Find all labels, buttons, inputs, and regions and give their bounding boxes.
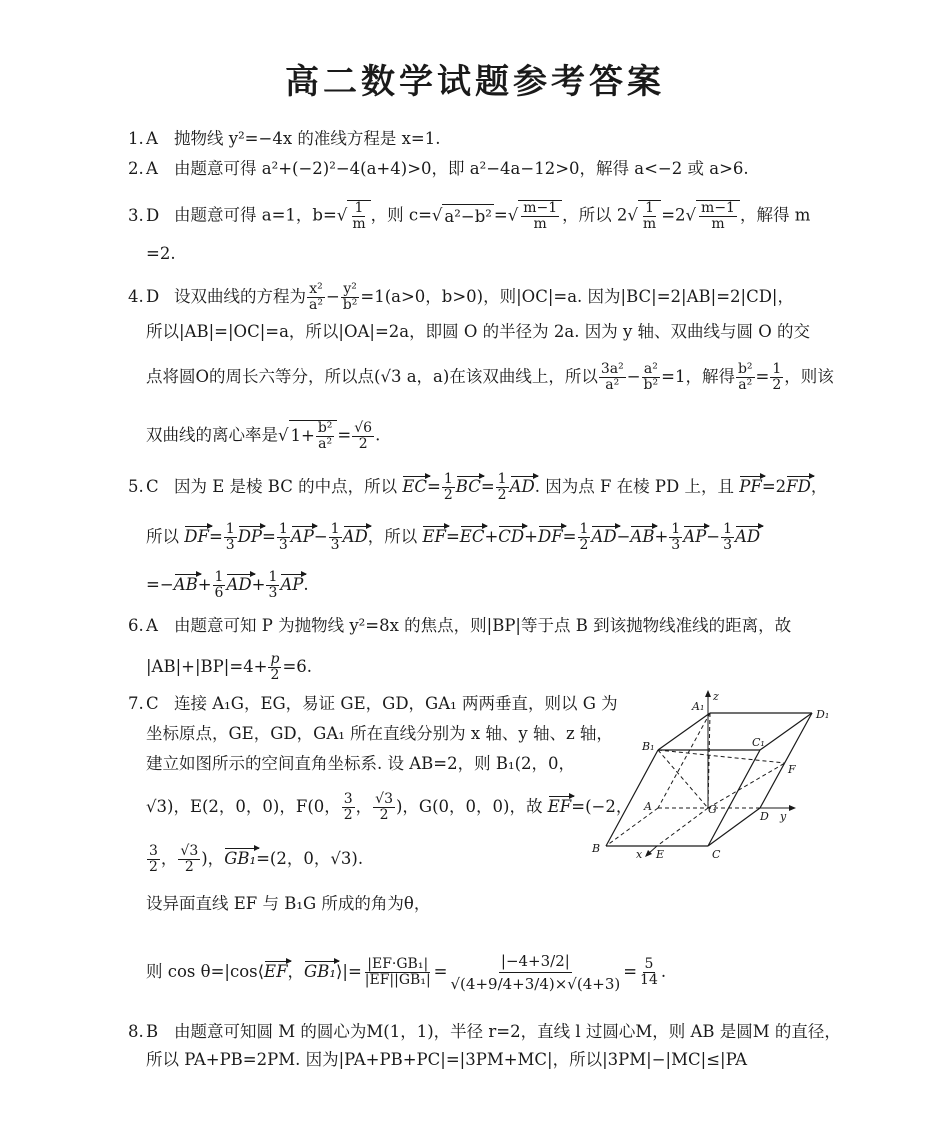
question-number: 5. (128, 477, 144, 496)
vector: AD (591, 525, 616, 549)
numerator: a² (643, 361, 658, 377)
answer-text: 点将圆O的周长六等分，所以点(√3 a，a)在该双曲线上，所以 (146, 367, 598, 386)
answer-text: ，解得 m (739, 205, 811, 225)
edge-c1d1 (760, 713, 812, 750)
page-title: 高二数学试题参考答案 (285, 62, 665, 102)
vector: EC (402, 475, 427, 499)
denominator: 2 (579, 537, 589, 553)
numerator: √6 (354, 419, 373, 436)
answer-text: 由题意可知 P 为抛物线 y²=8x 的焦点，则|BP|等于点 B 到该抛物线准线的距离，故 (174, 616, 792, 635)
label-a1: A₁ (692, 700, 705, 713)
label-g: G (708, 803, 717, 816)
answer-text: ，则 c= (370, 205, 432, 225)
answer-text: ， (160, 849, 178, 868)
answer-text: ，则该 (784, 367, 834, 386)
numerator: p (270, 651, 280, 667)
answer-text: = (493, 205, 508, 225)
vector: DF (184, 525, 209, 549)
answer-text: ， (287, 962, 305, 981)
answer-text: |AB|+|BP|=4+ (146, 657, 268, 676)
denominator: a² (318, 436, 333, 452)
answer-8-line-2: 所以 PA+PB=2PM. 因为|PA+PB+PC|=|3PM+MC|，所以|3PM|−|MC|≤|PA (146, 1050, 748, 1069)
denominator: 14 (640, 972, 658, 988)
denominator: m (711, 216, 725, 232)
numerator: 1 (443, 471, 453, 487)
denominator: √(4+9/4+3/4)×√(4+3) (450, 975, 621, 993)
answer-text: ，所以 (367, 527, 418, 546)
answer-text: =(−2， (571, 797, 633, 816)
numerator: b² (317, 420, 333, 436)
answer-text: . (375, 425, 381, 445)
denominator: 2 (184, 859, 194, 875)
numerator: 3a² (600, 361, 624, 377)
numerator: 1 (268, 569, 278, 585)
answer-text: =1，解得 (661, 367, 735, 386)
y-axis-arrow (789, 805, 796, 811)
denominator: 2 (358, 435, 368, 452)
answer-text: )，G(0，0，0)，故 (396, 797, 543, 816)
answer-text: 因为 E 是棱 BC 的中点，所以 (174, 477, 398, 496)
answer-text: 所以 (146, 527, 179, 546)
numerator: 5 (644, 956, 654, 972)
segment-ge (657, 808, 708, 846)
denominator: 2 (379, 807, 389, 823)
vector: EF (422, 525, 446, 549)
answer-letter: D (146, 287, 160, 306)
numerator: 3 (343, 791, 353, 807)
answer-text: ⟩|= (335, 962, 362, 981)
segment-b1g (658, 750, 708, 808)
answer-letter: C (146, 477, 159, 496)
numerator: y² (343, 281, 357, 297)
answer-7-line-3: 建立如图所示的空间直角坐标系. 设 AB=2，则 B₁(2，0， (146, 754, 576, 773)
answer-text: = (433, 962, 448, 981)
denominator: 2 (497, 487, 507, 503)
vector: AD (226, 573, 251, 597)
denominator: 2 (443, 487, 453, 503)
vector: EF (264, 960, 288, 984)
answer-text: =(2，0，√3). (256, 849, 364, 868)
answer-text: 连接 A₁G，EG，易证 GE，GD，GA₁ 两两垂直，则以 G 为 (174, 694, 618, 713)
edge-ab-hidden (606, 808, 658, 846)
answer-7-line-7: 则 cos θ=|cos⟨EF，GB₁⟩|= $\frac{\text{|EF·GB₁|}}{\text{|EF||GB₁|}}$ = $\frac{|-4+3/2|}{√(4+9/4+3/4)\times√(4+3)}$ = $\frac{5}{14}$ . (146, 952, 667, 993)
answer-5: 5. C 因为 E 是棱 BC 的中点，所以 EC= $\frac{1}{2}$ BC= $\frac{1}{2}$ AD. 因为点 F 在棱 PD 上，且 PF=2FD， (128, 471, 828, 503)
vector: DP (238, 525, 262, 549)
radicand: a²−b² (442, 204, 493, 229)
numerator: |EF·GB₁| (367, 956, 429, 972)
answer-4-line-3: 点将圆O的周长六等分，所以点(√3 a，a)在该双曲线上，所以 $\frac{\text{3a²}}{\text{a²}}$ − $\frac{\text{a²}}{\text{b²}}$ =1，解得 $\frac{\text{b²}}{\text{a²}}$ = $\frac{1}{2}$ ，则该 (146, 361, 834, 393)
label-d: D (760, 810, 769, 823)
answer-5-line-3: =−AB+ $\frac{1}{6}$ AD+ $\frac{1}{3}$ AP. (146, 569, 309, 601)
label-y: y (780, 810, 787, 823)
numerator: 1 (225, 521, 235, 537)
numerator: 1 (214, 569, 224, 585)
answer-7-line-6: 设异面直线 EF 与 B₁G 所成的角为θ， (146, 894, 431, 913)
denominator: 2 (772, 377, 782, 393)
question-number: 2. (128, 159, 144, 178)
label-f: F (788, 763, 796, 776)
numerator: b² (737, 361, 753, 377)
radicand: 1+ (290, 426, 315, 445)
denominator: 6 (214, 585, 224, 601)
denominator: 3 (225, 537, 235, 553)
answer-text: 则 cos θ=|cos⟨ (146, 962, 265, 981)
edge-a1b1 (658, 713, 710, 750)
numerator: 1 (330, 521, 340, 537)
denominator: b² (643, 377, 659, 393)
vector: AP (291, 525, 314, 549)
answer-text: =6. (282, 657, 313, 676)
answer-7-line-5 (146, 844, 363, 875)
answer-3-continued: =2. (146, 244, 176, 263)
vector: AD (735, 525, 760, 549)
answer-7-line-2: 坐标原点，GE，GD，GA₁ 所在直线分别为 x 轴、y 轴、z 轴， (146, 724, 613, 743)
vector: EF (548, 795, 572, 819)
vector: DF (538, 525, 563, 549)
denominator: 3 (330, 537, 340, 553)
denominator: a² (605, 377, 620, 393)
answer-text: √3)，E(2，0，0)，F (146, 797, 308, 816)
label-a: A (644, 800, 652, 813)
denominator: 2 (270, 667, 280, 683)
numerator: m−1 (701, 200, 735, 216)
label-c1: C₁ (752, 736, 765, 749)
answer-text: ，所以 2 (562, 205, 628, 225)
answer-text: 设双曲线的方程为 (174, 287, 306, 306)
answer-text: )， (201, 849, 225, 868)
parallelepiped-figure (580, 688, 840, 868)
label-e: E (656, 848, 665, 861)
numerator: 1 (671, 521, 681, 537)
vector: AD (510, 475, 535, 499)
numerator: x² (309, 281, 323, 297)
edge-b1b (606, 750, 658, 846)
answer-7 (128, 692, 618, 716)
vector: PF (739, 475, 762, 499)
answer-text: 因为点 F 在棱 PD 上，且 (545, 477, 734, 496)
answer-3: 3. D 由题意可得 a=1，b=√ $\frac{1}{m}$ ，则 c=√ a²−b² =√ $\frac{m-1}{m}$ ，所以 2√ $\frac{1}{m}$ =2√ $\frac{m-1}{m}$ ，解得 m (128, 200, 811, 232)
answer-text: . (660, 962, 667, 981)
numerator: 1 (579, 521, 589, 537)
answer-text: 由题意可得 a=1，b= (174, 205, 337, 225)
segment-b1f (658, 750, 785, 763)
answer-letter: B (146, 1022, 159, 1041)
answer-letter: C (146, 694, 159, 713)
vector: FD (786, 475, 811, 499)
denominator: m (533, 216, 547, 232)
segment-gf (708, 763, 785, 808)
denominator: 3 (278, 537, 288, 553)
answer-text: =1(a>0，b>0)，则|OC|=a. 因为|BC|=2|AB|=2|CD|， (360, 287, 794, 306)
answer-letter: D (146, 205, 160, 225)
numerator: √3 (375, 791, 393, 807)
label-b: B (592, 842, 601, 855)
answer-6 (128, 614, 791, 638)
answer-text: 双曲线的离心率是 (146, 425, 278, 445)
answer-text: 由题意可得 a²+(−2)²−4(a+4)>0，即 a²−4a−12>0，解得 a<−2 或 a>6. (174, 159, 749, 178)
answer-1 (128, 127, 441, 151)
numerator: 1 (645, 200, 655, 216)
answer-text: =2 (661, 205, 686, 225)
denominator: 2 (343, 807, 353, 823)
answer-text: (0， (307, 797, 341, 816)
numerator: 1 (723, 521, 732, 537)
question-number: 1. (128, 129, 144, 148)
vector: BC (456, 475, 481, 499)
edge-c1c (708, 750, 760, 846)
answer-letter: A (146, 129, 158, 148)
question-number: 4. (128, 287, 144, 306)
denominator: 2 (149, 859, 158, 875)
numerator: |−4+3/2| (499, 950, 572, 973)
denominator: a² (738, 377, 753, 393)
denominator: a² (309, 297, 323, 313)
numerator: m−1 (523, 200, 558, 216)
answer-4: 4. D 设双曲线的方程为 $\frac{\text{x²}}{\text{a²}}$ − $\frac{\text{y²}}{\text{b²}}$ =1(a>0，b>0)，则|OC|=a. 因为|BC|=2|AB|=2|CD|， (128, 281, 794, 313)
answer-text: 抛物线 y²=−4x 的准线方程是 x=1. (174, 129, 441, 148)
denominator: 3 (671, 537, 681, 553)
edge-a1a-hidden (658, 713, 710, 808)
vector: GB₁ (224, 847, 256, 871)
numerator: 3 (149, 843, 158, 859)
question-number: 6. (128, 616, 144, 635)
label-b1: B₁ (642, 740, 655, 753)
vector: AP (683, 525, 706, 549)
vector: AD (343, 525, 368, 549)
answer-4-line-2: 所以|AB|=|OC|=a，所以|OA|=2a，即圆 O 的半径为 2a. 因为 y 轴、双曲线与圆 O 的交 (146, 322, 811, 341)
answer-text: ， (355, 797, 373, 816)
answer-4-line-4: 双曲线的离心率是√ 1+ $\frac{\text{b²}}{\text{a²}}$ = $\frac{√6}{2}$ . (146, 419, 381, 452)
numerator: 1 (354, 200, 364, 216)
answer-letter: A (146, 159, 158, 178)
numerator: 1 (497, 471, 507, 487)
vector: GB₁ (304, 960, 336, 984)
vector: CD (498, 525, 524, 549)
answer-text: 由题意可知圆 M 的圆心为M(1，1)，半径 r=2，直线 l 过圆心M，则 AB 是圆M 的直径， (174, 1022, 841, 1041)
label-z: z (713, 690, 719, 703)
denominator: 3 (723, 537, 732, 553)
answer-7-line-4 (146, 792, 632, 823)
vector: AB (630, 525, 654, 549)
numerator: 1 (772, 361, 782, 377)
numerator: √3 (180, 843, 199, 859)
denominator: b² (342, 297, 358, 313)
answer-5-line-2: 所以 DF= $\frac{1}{3}$ DP= $\frac{1}{3}$ AP− $\frac{1}{3}$ AD，所以 EF=EC+CD+DF= $\frac{1}{2}$ AD−AB+ $\frac{1}{3}$ AP− $\frac{1}{3}$ AD (146, 521, 761, 553)
vector: AP (280, 573, 303, 597)
label-x: x (636, 848, 643, 861)
question-number: 3. (128, 205, 144, 225)
vector: EC (460, 525, 485, 549)
label-d1: D₁ (816, 708, 830, 721)
edge-d1d (760, 713, 812, 808)
denominator: m (352, 216, 366, 232)
label-c: C (712, 848, 721, 861)
answer-6-line-2 (146, 652, 312, 683)
vector: AB (174, 573, 198, 597)
answer-8 (128, 1020, 841, 1044)
question-number: 8. (128, 1022, 144, 1041)
answer-2 (128, 157, 749, 181)
answer-letter: A (146, 616, 158, 635)
numerator: 1 (278, 521, 288, 537)
denominator: m (642, 216, 657, 232)
z-axis-arrow (705, 690, 711, 697)
question-number: 7. (128, 694, 144, 713)
denominator: |EF||GB₁| (364, 972, 431, 988)
denominator: 3 (268, 585, 278, 601)
